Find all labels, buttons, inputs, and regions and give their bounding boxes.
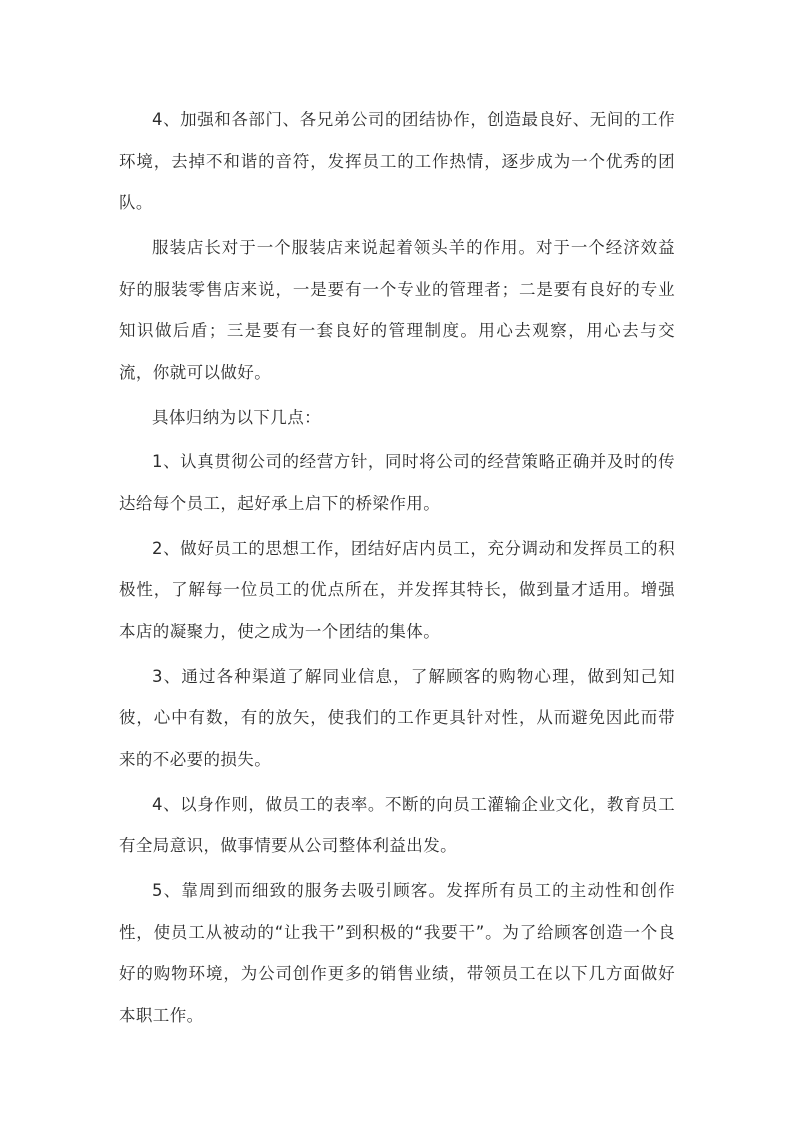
paragraph-point-5: 5、靠周到而细致的服务去吸引顾客。发挥所有员工的主动性和创作性，使员工从被动的“让我干”到积极的“我要干”。为了给顾客创造一个良好的购物环境，为公司创作更多的销售业绩，带领员工在以下几方面做好本职工作。 (119, 881, 675, 1025)
paragraph-point-4: 4、以身作则，做员工的表率。不断的向员工灌输企业文化，教育员工有全局意识，做事情要从公司整体利益出发。 (119, 794, 675, 856)
paragraph-teamwork: 4、加强和各部门、各兄弟公司的团结协作，创造最良好、无间的工作环境，去掉不和谐的音符，发挥员工的工作热情，逐步成为一个优秀的团队。 (119, 110, 675, 213)
paragraph-point-1: 1、认真贯彻公司的经营方针，同时将公司的经营策略正确并及时的传达给每个员工，起好承上启下的桥梁作用。 (119, 452, 675, 513)
paragraph-store-manager-role: 服装店长对于一个服装店来说起着领头羊的作用。对于一个经济效益好的服装零售店来说，一是要有一个专业的管理者；二是要有良好的专业知识做后盾；三是要有一套良好的管理制度。用心去观察，用心去与交流，你就可以做好。 (119, 237, 675, 382)
paragraph-point-2: 2、做好员工的思想工作，团结好店内员工，充分调动和发挥员工的积极性，了解每一位员工的优点所在，并发挥其特长，做到量才适用。增强本店的凝聚力，使之成为一个团结的集体。 (119, 538, 675, 641)
document-body (119, 99, 675, 1040)
paragraph-summary-intro: 具体归纳为以下几点： (152, 407, 321, 427)
paragraph-point-3: 3、通过各种渠道了解同业信息，了解顾客的购物心理，做到知己知彼，心中有数，有的放矢，使我们的工作更具针对性，从而避免因此而带来的不必要的损失。 (119, 666, 675, 769)
